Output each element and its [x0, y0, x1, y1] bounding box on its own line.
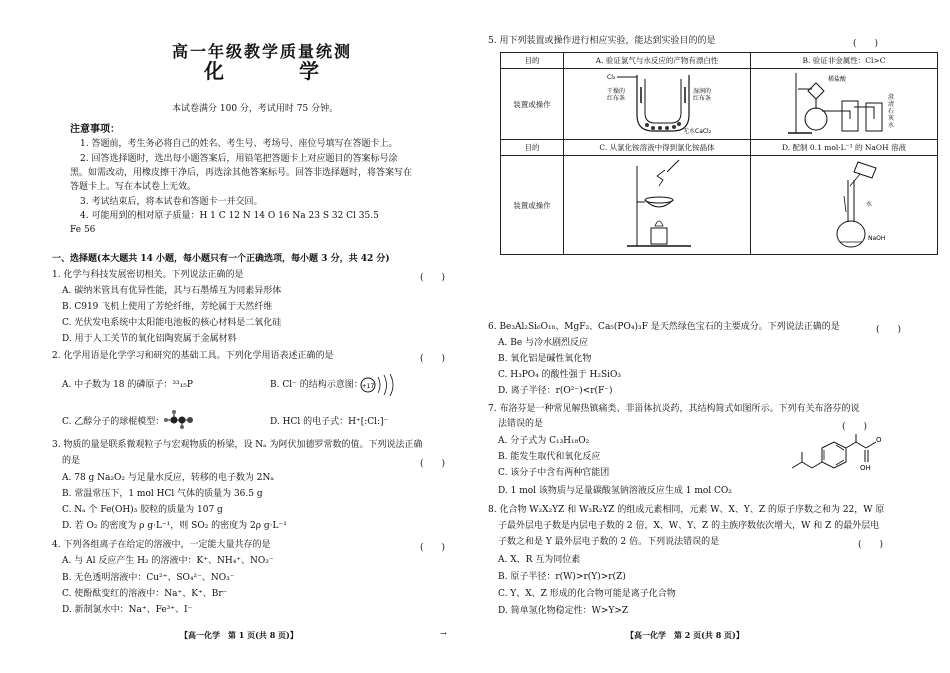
subject-title: 化 学	[204, 59, 353, 83]
q3-stem-cont: 的是	[62, 456, 81, 466]
q7-option-b: B. 能发生取代和氧化反应	[498, 452, 601, 462]
q8-answer-paren: ( )	[858, 540, 884, 550]
q3-answer-paren: ( )	[420, 459, 446, 469]
wet-label: 湿润的	[693, 88, 712, 95]
q5-answer-paren: ( )	[853, 39, 879, 49]
q8-option-b: B. 原子半径：r(W)>r(Y)>r(Z)	[498, 572, 626, 582]
q8-option-d: D. 简单氢化物稳定性：W>Y>Z	[498, 606, 629, 616]
notice-line: Fe 56	[70, 225, 96, 235]
q1-stem: 1. 化学与科技发展密切相关。下列说法正确的是	[52, 270, 244, 280]
q7-option-d: D. 1 mol 该物质与足量碳酸氢钠溶液反应生成 1 mol CO₂	[498, 486, 732, 496]
q4-option-a: A. 与 Al 反应产生 H₂ 的溶液中：K⁺、NH₄⁺、NO₃⁻	[62, 556, 274, 566]
q1-option-a: A. 碳纳米管具有优异性能，其与石墨烯互为同素异形体	[62, 286, 282, 296]
option-a-apparatus	[564, 69, 751, 140]
q6-option-a: A. Be 与冷水剧烈反应	[498, 338, 589, 348]
q5-stem: 5. 用下列装置或操作进行相应实验，能达到实验目的的是	[488, 36, 716, 46]
q1-option-d: D. 用于人工关节的氧化铝陶瓷属于金属材料	[62, 334, 237, 344]
purpose-label: 目的	[501, 140, 564, 156]
next-page-arrow: →	[440, 629, 447, 638]
limewater-label: 灰	[888, 115, 895, 122]
q1-answer-paren: ( )	[420, 273, 446, 283]
q7-stem-cont: 法错误的是	[498, 419, 544, 429]
option-b-purpose: B. 验证非金属性：Cl>C	[751, 53, 938, 69]
q7-stem: 7. 布洛芬是一种常见解热镇痛类、非甾体抗炎药，其结构简式如图所示。下列有关布洛芬的说	[488, 404, 860, 414]
notice-line: 答题卡上。写在本试卷上无效。	[70, 182, 197, 192]
cacl2-label: 无水CaCl₂	[683, 128, 712, 135]
option-d-purpose: D. 配制 0.1 mol·L⁻¹ 的 NaOH 溶液	[751, 140, 938, 156]
page-footer: 【高一化学 第 1 页(共 8 页)】	[180, 630, 298, 640]
cl2-label: Cl₂	[607, 74, 616, 81]
q3-option-c: C. Nₐ 个 Fe(OH)₃ 胶粒的质量为 107 g	[62, 505, 223, 515]
q8-option-a: A. X、R 互为同位素	[498, 555, 581, 565]
notice-line: 1. 答题前，考生务必将自己的姓名、考生号、考场号、座位号填写在答题卡上。	[80, 139, 398, 149]
water-label: 水	[866, 201, 873, 208]
q8-stem: 8. 化合物 W₂X₂YZ 和 W₃R₂YZ 的组成元素相同，元素 W、X、Y、Z 的原子序数之和为 22，W 原	[488, 505, 885, 515]
q3-stem: 3. 物质的量是联系微观粒子与宏观物质的桥梁，设 Nₐ 为阿伏加德罗常数的值。下列说法正确	[52, 440, 423, 450]
red-cloth-label: 红布条	[607, 95, 626, 102]
q3-option-d: D. 若 O₂ 的密度为 ρ g·L⁻¹，则 SO₂ 的密度为 2ρ g·L⁻¹	[62, 521, 287, 531]
ibuprofen-structure-diagram	[776, 432, 896, 484]
limewater-label: 水	[888, 122, 895, 129]
q2-option-a: A. 中子数为 18 的磷原子：³³₁₅P	[62, 380, 193, 390]
score-time: 本试卷满分 100 分，考试用时 75 分钟。	[172, 104, 339, 114]
limewater-label: 清	[888, 101, 895, 108]
u-tube-apparatus-diagram	[567, 69, 747, 137]
q6-option-c: C. H₃PO₄ 的酸性强于 H₂SiO₃	[498, 370, 621, 380]
q3-option-b: B. 常温常压下，1 mol HCl 气体的质量为 36.5 g	[62, 489, 263, 499]
notice-line: 4. 可能用到的相对原子质量：H 1 C 12 N 14 O 16 Na 23 S 32 Cl 35.5	[80, 211, 379, 221]
q8-option-c: C. Y、X、Z 形成的化合物可能是离子化合物	[498, 589, 676, 599]
q8-stem-cont: 子数之和是 Y 最外层电子数的 2 倍。下列说法错误的是	[498, 537, 720, 547]
limewater-label: 澄	[888, 94, 895, 101]
notice-title: 注意事项：	[70, 124, 120, 135]
device-label: 装置或操作	[501, 156, 564, 255]
q2-option-d: D. HCl 的电子式：H⁺[:Cl:]⁻	[270, 417, 389, 427]
notice-line: 黑。如需改动，用橡皮擦干净后，再选涂其他答案标号。回答非选择题时，将答案写在	[70, 168, 413, 178]
notice-line: 3. 考试结束后，将本试卷和答题卡一并交回。	[80, 197, 263, 207]
svg-text:+17: +17	[361, 383, 375, 390]
q3-option-a: A. 78 g Na₂O₂ 与足量水反应，转移的电子数为 2Nₐ	[62, 473, 274, 483]
q7-answer-paren: ( )	[842, 422, 868, 432]
q5-experiment-table	[500, 52, 938, 255]
q1-option-c: C. 光伏发电系统中太阳能电池板的核心材料是二氧化硅	[62, 318, 282, 328]
exam-title: 高一年级教学质量统测	[172, 42, 353, 61]
hcl-limewater-apparatus-diagram	[754, 69, 934, 137]
notice-line: 2. 回答选择题时，选出每小题答案后，用铅笔把答题卡上对应题目的答案标号涂	[80, 154, 398, 164]
q2-stem: 2. 化学用语是化学学习和研究的基础工具。下列化学用语表述正确的是	[52, 351, 334, 361]
device-label: 装置或操作	[501, 69, 564, 140]
q4-answer-paren: ( )	[420, 543, 446, 553]
q4-option-d: D. 新制氯水中：Na⁺、Fe³⁺、I⁻	[62, 605, 193, 615]
q7-option-c: C. 该分子中含有两种官能团	[498, 468, 610, 478]
option-c-apparatus	[564, 156, 751, 255]
page-2	[478, 0, 950, 673]
q6-option-b: B. 氧化铝是碱性氧化物	[498, 354, 592, 364]
option-c-purpose: C. 从氯化铵溶液中得到氯化铵晶体	[564, 140, 751, 156]
q2-option-c: C. 乙醇分子的球棍模型：	[62, 417, 165, 427]
evaporation-apparatus-diagram	[567, 156, 747, 252]
q6-answer-paren: ( )	[876, 325, 902, 335]
purpose-label: 目的	[501, 53, 564, 69]
page-footer: 【高一化学 第 2 页(共 8 页)】	[626, 630, 744, 640]
limewater-label: 石	[888, 108, 895, 115]
ethanol-ball-stick-model	[162, 408, 196, 430]
option-a-purpose: A. 验证氯气与水反应的产物有漂白性	[564, 53, 751, 69]
dry-label: 干燥的	[607, 88, 626, 95]
volumetric-flask-apparatus-diagram	[754, 156, 934, 252]
carbonyl-o-label: O	[876, 436, 882, 444]
q4-option-c: C. 使酚酞变红的溶液中：Na⁺、K⁺、Br⁻	[62, 589, 228, 599]
q6-stem: 6. Be₃Al₂Si₆O₁₈、MgF₂、Ca₅(PO₄)₃F 是天然绿色宝石的主要成分。下列说法正确的是	[488, 322, 840, 332]
q4-stem: 4. 下列各组离子在给定的溶液中，一定能大量共存的是	[52, 540, 271, 550]
naoh-label: NaOH	[868, 235, 886, 242]
q4-option-b: B. 无色透明溶液中：Cu²⁺、SO₄²⁻、NO₃⁻	[62, 573, 235, 583]
hydroxyl-label: OH	[860, 464, 871, 472]
dilute-hcl-label: 稀盐酸	[828, 76, 847, 83]
option-b-apparatus	[751, 69, 938, 140]
q8-stem-cont: 子最外层电子数是内层电子数的 2 倍，X、W、Y、Z 的主族序数依次增大，W 和 Z 的最外层电	[498, 521, 880, 531]
option-d-apparatus	[751, 156, 938, 255]
q6-option-d: D. 离子半径：r(O²⁻)<r(F⁻)	[498, 386, 613, 396]
q1-option-b: B. C919 飞机上使用了芳纶纤维，芳纶属于天然纤维	[62, 302, 273, 312]
red-cloth-label: 红布条	[693, 95, 712, 102]
cl-ion-structure-diagram	[358, 372, 398, 398]
q2-option-b: B. Cl⁻ 的结构示意图：	[270, 380, 363, 390]
q7-option-a: A. 分子式为 C₁₃H₁₈O₂	[498, 436, 590, 446]
section-heading: 一、选择题(本大题共 14 小题，每小题只有一个正确选项，每小题 3 分，共 42 分)	[52, 254, 390, 264]
q2-answer-paren: ( )	[420, 354, 446, 364]
